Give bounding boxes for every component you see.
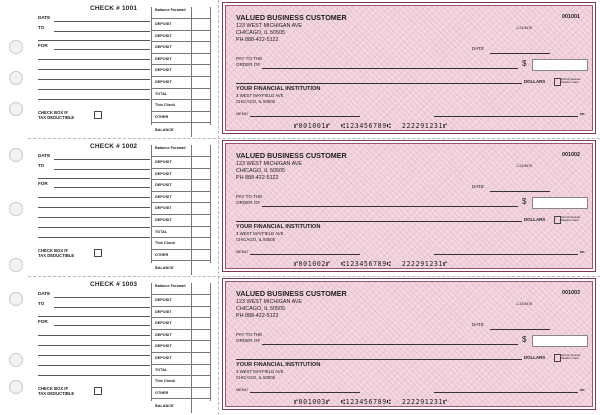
bank-city: CHICAGO, IL 50505 [236,237,276,242]
bank-city: CHICAGO, IL 50505 [236,99,276,104]
register-deposit[interactable]: DEPOSIT [152,179,210,191]
padlock-icon [554,354,561,362]
register-other[interactable]: OTHER [152,387,210,399]
tax-label-line1: CHECK BOX IF [38,386,69,391]
tax-label-line2: TAX DEDUCTIBLE [38,115,75,120]
tax-deductible-checkbox[interactable] [94,249,102,257]
stub-line[interactable] [38,217,150,218]
security-note: Security features. Details on back. [561,216,582,222]
stub-for-label: FOR [38,43,48,48]
customer-phone: PH 888-422-5122 [236,313,279,319]
check-row [0,138,600,276]
register-this-check[interactable]: This Check [152,99,210,111]
pay-to-label-line1: PAY TO THE [236,56,263,61]
stub-to-label: TO [38,25,45,30]
register-deposit[interactable]: DEPOSIT [152,340,210,352]
stub-line[interactable] [38,227,150,228]
amount-box[interactable] [532,59,588,71]
tax-deductible-checkbox[interactable] [94,111,102,119]
date-line[interactable] [490,53,550,54]
security-note: Security features. Details on back. [561,354,582,360]
stub-line[interactable] [38,40,150,41]
register-deposit[interactable]: DEPOSIT [152,191,210,203]
signature-line[interactable] [434,116,578,117]
micr-line: ⑈001002⑈ ⑆123456789⑆ 222291231⑈ [294,260,448,268]
register-deposit[interactable]: DEPOSIT [152,294,210,306]
memo-line[interactable] [250,392,360,393]
stub-register [152,145,210,275]
tax-label-line2: TAX DEDUCTIBLE [38,253,75,258]
amount-box[interactable] [532,335,588,347]
pay-to-label-line2: ORDER OF [236,200,261,205]
stub-date-line[interactable] [54,21,150,22]
dollar-sign: $ [522,335,527,344]
tax-label-line2: TAX DEDUCTIBLE [38,391,75,396]
register-deposit[interactable]: DEPOSIT [152,214,210,226]
register-balance[interactable]: BALANCE [152,122,210,137]
customer-name: VALUED BUSINESS CUSTOMER [236,151,347,160]
stub-line[interactable] [38,79,150,80]
stub-for-label: FOR [38,181,48,186]
check [222,2,596,134]
stub-date-label: DATE [38,153,51,158]
stub-title: CHECK # 1002 [90,143,138,150]
stub-line[interactable] [38,316,150,317]
amount-words-line[interactable] [236,359,522,360]
date-label: DATE [472,322,484,327]
stub-to-label: TO [38,163,45,168]
register-balance[interactable]: BALANCE [152,398,210,413]
mp-label: MP [580,112,585,116]
routing-fraction: 1-23/4678 [516,164,532,168]
routing-fraction: 1-23/4678 [516,302,532,306]
bank-name: YOUR FINANCIAL INSTITUTION [236,362,321,368]
register-balance[interactable]: BALANCE [152,260,210,275]
customer-phone: PH 888-422-5122 [236,37,279,43]
stub-line[interactable] [38,178,150,179]
stub-to-line[interactable] [54,31,150,32]
customer-name: VALUED BUSINESS CUSTOMER [236,289,347,298]
customer-street: 123 WEST MICHIGAN AVE [236,23,303,29]
dollar-sign: $ [522,59,527,68]
stub-to-line[interactable] [54,169,150,170]
customer-street: 123 WEST MICHIGAN AVE [236,161,303,167]
register-deposit[interactable]: DEPOSIT [152,329,210,341]
stub-line[interactable] [38,69,150,70]
bank-city: CHICAGO, IL 50505 [236,375,276,380]
register-this-check[interactable]: This Check [152,237,210,249]
register-deposit[interactable]: DEPOSIT [152,76,210,88]
bank-street: 3 WEST MAYFIELD AVE [236,369,284,374]
stub-to-label: TO [38,301,45,306]
register-deposit[interactable]: DEPOSIT [152,306,210,318]
stub-register [152,283,210,413]
stub-title: CHECK # 1003 [90,281,138,288]
register-balance-forward[interactable]: Balance Forward [152,283,210,294]
stub-line[interactable] [38,197,150,198]
date-line[interactable] [490,191,550,192]
stub-date-label: DATE [38,15,51,20]
memo-label: MEMO [236,388,248,392]
register-balance-forward[interactable]: Balance Forward [152,7,210,18]
signature-line[interactable] [434,392,578,393]
check-row [0,0,600,138]
bank-street: 3 WEST MAYFIELD AVE [236,231,284,236]
check-stub [34,276,212,414]
customer-name: VALUED BUSINESS CUSTOMER [236,13,347,22]
customer-city: CHICAGO, IL 50505 [236,306,285,312]
bank-street: 3 WEST MAYFIELD AVE [236,93,284,98]
check-face [225,143,593,269]
mp-label: MP [580,250,585,254]
security-note: Security features. Details on back. [561,78,582,84]
date-label: DATE [472,184,484,189]
check-number: 001001 [562,14,580,20]
dollars-label: DOLLARS [524,79,546,84]
tax-deductible-checkbox[interactable] [94,387,102,395]
padlock-icon [554,216,561,224]
register-balance-forward[interactable]: Balance Forward [152,145,210,156]
check-face [225,281,593,407]
pay-to-label-line2: ORDER OF [236,338,261,343]
stub-line[interactable] [38,345,150,346]
stub-divider [210,283,211,401]
check [222,278,596,410]
check-number: 001002 [562,152,580,158]
customer-street: 123 WEST MICHIGAN AVE [236,299,303,305]
register-total[interactable]: TOTAL [152,226,210,238]
memo-label: MEMO [236,112,248,116]
stub-line[interactable] [38,355,150,356]
stub-date-label: DATE [38,291,51,296]
stub-divider [210,7,211,125]
pay-to-label [236,56,262,68]
stub-for-line[interactable] [54,187,150,188]
bank-name: YOUR FINANCIAL INSTITUTION [236,224,321,230]
check-number: 001003 [562,290,580,296]
customer-city: CHICAGO, IL 50505 [236,168,285,174]
stub-line[interactable] [38,207,150,208]
tax-label-line1: CHECK BOX IF [38,110,69,115]
check-stub [34,0,212,138]
date-label: DATE [472,46,484,51]
pay-to-label-line1: PAY TO THE [236,332,263,337]
dollars-label: DOLLARS [524,355,546,360]
stub-for-label: FOR [38,319,48,324]
stub-line[interactable] [38,89,150,90]
register-other[interactable]: OTHER [152,111,210,123]
pay-to-label-line1: PAY TO THE [236,194,263,199]
stub-line[interactable] [38,59,150,60]
mp-label: MP [580,388,585,392]
memo-line[interactable] [250,254,360,255]
micr-line: ⑈001001⑈ ⑆123456789⑆ 222291231⑈ [294,122,448,130]
amount-box[interactable] [532,197,588,209]
amount-words-line[interactable] [236,83,522,84]
stub-line[interactable] [38,237,150,238]
register-deposit[interactable]: DEPOSIT [152,18,210,30]
stub-line[interactable] [38,365,150,366]
register-deposit[interactable]: DEPOSIT [152,352,210,364]
stub-divider [210,145,211,263]
check-face [225,5,593,131]
tax-label-line1: CHECK BOX IF [38,248,69,253]
payee-line[interactable] [262,206,518,207]
pay-to-label [236,332,262,344]
register-deposit[interactable]: DEPOSIT [152,202,210,214]
register-deposit[interactable]: DEPOSIT [152,41,210,53]
check-stub [34,138,212,276]
memo-label: MEMO [236,250,248,254]
register-deposit[interactable]: DEPOSIT [152,30,210,42]
register-deposit[interactable]: DEPOSIT [152,53,210,65]
customer-city: CHICAGO, IL 50505 [236,30,285,36]
stub-line[interactable] [38,375,150,376]
dollar-sign: $ [522,197,527,206]
register-deposit[interactable]: DEPOSIT [152,156,210,168]
customer-phone: PH 888-422-5122 [236,175,279,181]
date-line[interactable] [490,329,550,330]
tax-deductible-label [38,248,74,258]
stub-date-line[interactable] [54,159,150,160]
stub-for-line[interactable] [54,49,150,50]
pay-to-label-line2: ORDER OF [236,62,261,67]
amount-words-line[interactable] [236,221,522,222]
signature-line[interactable] [434,254,578,255]
padlock-icon [554,78,561,86]
dollars-label: DOLLARS [524,217,546,222]
register-this-check[interactable]: This Check [152,375,210,387]
payee-line[interactable] [262,344,518,345]
stub-to-line[interactable] [54,307,150,308]
tax-deductible-label [38,110,74,120]
register-total[interactable]: TOTAL [152,364,210,376]
stub-title: CHECK # 1001 [90,5,138,12]
routing-fraction: 1-23/4678 [516,26,532,30]
register-deposit[interactable]: DEPOSIT [152,168,210,180]
micr-line: ⑈001003⑈ ⑆123456789⑆ 222291231⑈ [294,398,448,406]
stub-register [152,7,210,137]
check [222,140,596,272]
stub-line[interactable] [38,335,150,336]
memo-line[interactable] [250,116,360,117]
payee-line[interactable] [262,68,518,69]
pay-to-label [236,194,262,206]
tax-deductible-label [38,386,74,396]
stub-line[interactable] [38,99,150,100]
stub-date-line[interactable] [54,297,150,298]
stub-for-line[interactable] [54,325,150,326]
register-deposit[interactable]: DEPOSIT [152,317,210,329]
register-deposit[interactable]: DEPOSIT [152,64,210,76]
bank-name: YOUR FINANCIAL INSTITUTION [236,86,321,92]
check-row [0,276,600,414]
register-total[interactable]: TOTAL [152,88,210,100]
register-other[interactable]: OTHER [152,249,210,261]
